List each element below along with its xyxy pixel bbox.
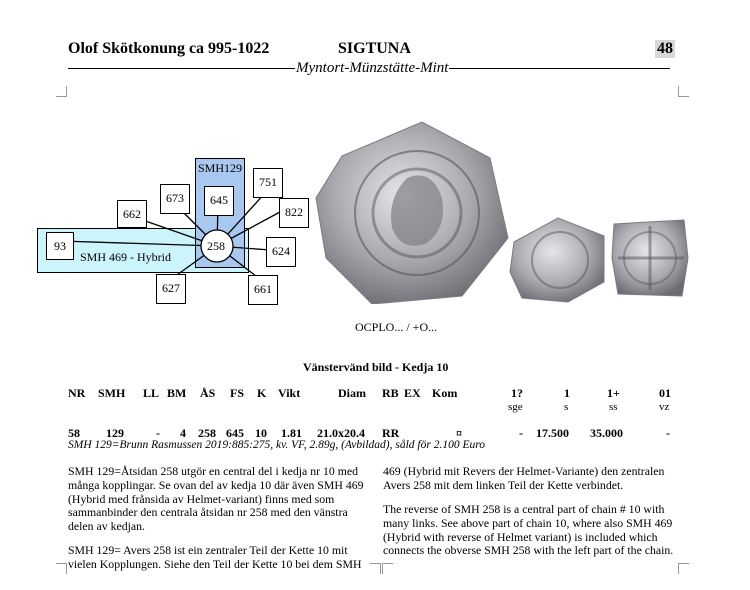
- header-vikt: Vikt: [278, 386, 301, 400]
- hybrid-label: SMH 469 - Hybrid: [80, 250, 172, 264]
- header-1q: 1?: [511, 386, 523, 400]
- coin-obverse-large-image: [312, 118, 512, 304]
- node-624: 624: [266, 237, 296, 267]
- paragraph-swedish: SMH 129=Åtsidan 258 utgör en central del i kedja nr 10 med många kopplingar. Se ovan del av kedja 10 där även SMH 469 (Hybrid med frånsida av Helmet-variant) finns med som sammanbinder den centrala åtsidan nr 258 med den vänstra delen av kedjan.: [68, 464, 364, 534]
- header-k: K: [257, 386, 267, 400]
- provenance-note: SMH 129=Brunn Rasmussen 2019:885:275, kv. VF, 2.89g, (Avbildad), såld för 2.100 Euro: [68, 439, 486, 451]
- paragraph-english: The reverse of SMH 258 is a central part of chain # 10 with many links. See above part of chain 10, where also SMH 469 (Hybrid with reverse of Helmet variant) is included which connects the obverse SMH 258 with the left part of the chain.: [383, 502, 674, 558]
- header-01: 01: [659, 386, 671, 400]
- node-822: 822: [279, 198, 309, 228]
- node-661: 661: [248, 275, 278, 305]
- cell-price-1q: -: [519, 426, 523, 440]
- header-1plus: 1+: [607, 386, 620, 400]
- cell-k: 10: [255, 426, 267, 440]
- cell-smh: 129: [106, 426, 124, 440]
- cell-price-01: -: [666, 426, 670, 440]
- header-title-center: SIGTUNA: [338, 40, 411, 57]
- cell-bm: 4: [180, 426, 186, 440]
- subheader-vz: vz: [659, 401, 670, 413]
- paragraph-german-end: 469 (Hybrid mit Revers der Helmet-Variante) den zentralen Avers 258 mit dem linken Teil der Kette verbindet.: [383, 464, 665, 492]
- mint-label: Myntort-Münzstätte-Mint: [296, 60, 449, 76]
- header-rb: RB: [382, 386, 399, 400]
- center-node-label: 258: [207, 239, 225, 253]
- cell-nr: 58: [68, 426, 80, 440]
- subheader-s: s: [564, 401, 569, 413]
- cell-price-1plus: 35.000: [590, 426, 623, 440]
- header-ex: EX: [404, 386, 421, 400]
- node-627: 627: [156, 274, 186, 304]
- cell-vikt: 1.81: [281, 426, 302, 440]
- cell-price-1: 17.500: [536, 426, 569, 440]
- header-1: 1: [564, 386, 570, 400]
- cell-diam: 21.0x20.4: [317, 426, 365, 440]
- node-673: 673: [160, 184, 190, 214]
- subheader-ss: ss: [609, 401, 618, 413]
- cell-as: 258: [198, 426, 216, 440]
- coin-reverse-small-image: [610, 218, 690, 298]
- header-kom: Kom: [432, 386, 458, 400]
- header-fs: FS: [230, 386, 245, 400]
- photo-caption: OCPLO... / +O...: [355, 320, 438, 334]
- node-662: 662: [117, 200, 147, 228]
- cell-ll: -: [156, 426, 160, 440]
- cell-kom: ¤: [456, 426, 462, 440]
- coin-obverse-small-image: [508, 212, 608, 304]
- header-bm: BM: [167, 386, 187, 400]
- node-93: 93: [46, 232, 74, 260]
- node-751: 751: [253, 168, 283, 198]
- header-nr: NR: [68, 386, 86, 400]
- page-number: 48: [657, 40, 673, 57]
- table-subtitle: Vänstervänd bild - Kedja 10: [303, 360, 449, 374]
- header-ll: LL: [143, 386, 160, 400]
- smh129-label: SMH129: [198, 161, 243, 175]
- header-title-left: Olof Skötkonung ca 995-1022: [68, 40, 270, 57]
- cell-fs: 645: [226, 426, 244, 440]
- node-645: 645: [204, 186, 234, 216]
- header-diam: Diam: [338, 386, 366, 400]
- cell-rb: RR: [382, 426, 400, 440]
- paragraph-german-start: SMH 129= Avers 258 ist ein zentraler Teil der Kette 10 mit vielen Kopplungen. Siehe den Teil der Kette 10 bei dem SMH: [68, 543, 362, 571]
- header-smh: SMH: [98, 386, 126, 400]
- header-as: ÅS: [200, 386, 216, 400]
- subheader-sge: sge: [508, 401, 523, 413]
